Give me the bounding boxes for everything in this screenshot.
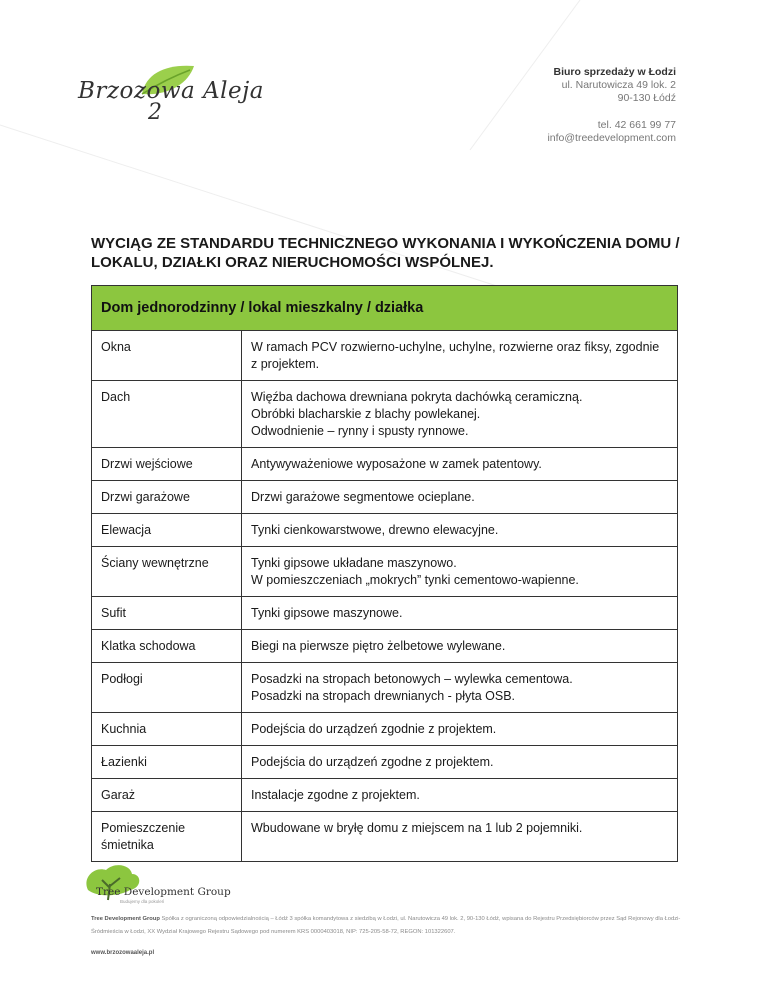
document-title: WYCIĄG ZE STANDARDU TECHNICZNEGO WYKONANIA I WYKOŃCZENIA DOMU / LOKALU, DZIAŁKI ORAZ NIERUCHOMOŚCI WSPÓLNEJ. xyxy=(91,235,680,271)
row-description xyxy=(242,630,678,663)
footer-company-name: Tree Development Group xyxy=(91,916,160,922)
description-line: Obróbki blacharskie z blachy powlekanej. xyxy=(251,407,481,421)
row-label: Kuchnia xyxy=(92,713,242,746)
office-phone: tel. 42 661 99 77 xyxy=(597,119,676,131)
row-label: Drzwi wejściowe xyxy=(92,448,242,481)
description-line: Podejścia do urządzeń zgodne z projektem. xyxy=(251,755,494,769)
row-description xyxy=(242,597,678,630)
description-line: Tynki gipsowe maszynowe. xyxy=(251,606,403,620)
footer-brand-tagline: Budujemy dla pokoleń xyxy=(120,899,165,904)
spec-table-body xyxy=(92,331,678,862)
row-description xyxy=(242,381,678,448)
table-row xyxy=(92,779,678,812)
row-label: Okna xyxy=(92,331,242,381)
footer-company-info xyxy=(91,913,691,939)
footer-company-details: Spółka z ograniczoną odpowiedzialnością – Łódź 3 spółka komandytowa z siedzibą w Łodzi, ul. Narutowicza 49 lok. 2, 90-130 Łódź, wpisana do Rejestru Przedsiębiorców przez Sąd Rejonowy dla Łodzi-Śródmieścia w Łodzi, XX Wydział Krajowego Rejestru Sądowego pod numerem KRS 0000403018, NIP: 725-205-58-72, REGON: 101322607. xyxy=(91,916,681,935)
logo-number: 2 xyxy=(148,100,162,125)
table-row xyxy=(92,381,678,448)
row-label: Elewacja xyxy=(92,514,242,547)
description-line: Antywyważeniowe wyposażone w zamek patentowy. xyxy=(251,457,542,471)
brzozowa-aleja-logo xyxy=(78,62,264,132)
row-description xyxy=(242,481,678,514)
row-description xyxy=(242,448,678,481)
spec-table xyxy=(91,285,678,862)
table-row xyxy=(92,713,678,746)
row-label: Garaż xyxy=(92,779,242,812)
table-row xyxy=(92,481,678,514)
table-row xyxy=(92,547,678,597)
row-description xyxy=(242,331,678,381)
row-label: Pomieszczenie śmietnika xyxy=(92,812,242,862)
table-row xyxy=(92,331,678,381)
footer-brand: Tree Development Group xyxy=(96,886,231,898)
table-row xyxy=(92,663,678,713)
row-label: Drzwi garażowe xyxy=(92,481,242,514)
footer-website[interactable]: www.brzozowaaleja.pl xyxy=(91,950,155,956)
table-row xyxy=(92,514,678,547)
office-address-line1: ul. Narutowicza 49 lok. 2 xyxy=(561,79,676,91)
row-label: Podłogi xyxy=(92,663,242,713)
row-label: Łazienki xyxy=(92,746,242,779)
row-description xyxy=(242,779,678,812)
row-label: Klatka schodowa xyxy=(92,630,242,663)
description-line: Wbudowane w bryłę domu z miejscem na 1 lub 2 pojemniki. xyxy=(251,821,583,835)
row-description xyxy=(242,663,678,713)
description-line: Biegi na pierwsze piętro żelbetowe wylewane. xyxy=(251,639,506,653)
table-row xyxy=(92,597,678,630)
row-description xyxy=(242,746,678,779)
table-heading: Dom jednorodzinny / lokal mieszkalny / działka xyxy=(92,286,678,331)
description-line: Podejścia do urządzeń zgodnie z projektem. xyxy=(251,722,497,736)
table-row xyxy=(92,630,678,663)
sales-office-info xyxy=(547,66,676,145)
row-label: Ściany wewnętrzne xyxy=(92,547,242,597)
office-address-line2: 90-130 Łódź xyxy=(617,92,676,104)
description-line: Tynki gipsowe układane maszynowo. xyxy=(251,556,457,570)
description-line: Więźba dachowa drewniana pokryta dachówką ceramiczną. xyxy=(251,390,583,404)
table-row xyxy=(92,812,678,862)
row-description xyxy=(242,713,678,746)
description-line: Drzwi garażowe segmentowe ocieplane. xyxy=(251,490,475,504)
office-email[interactable]: info@treedevelopment.com xyxy=(547,132,676,144)
office-heading: Biuro sprzedaży w Łodzi xyxy=(553,66,676,78)
description-line: Posadzki na stropach drewnianych - płyta OSB. xyxy=(251,689,516,703)
description-line: W ramach PCV rozwierno-uchylne, uchylne, rozwierne oraz fiksy, zgodnie z projektem. xyxy=(251,340,660,371)
row-description xyxy=(242,547,678,597)
description-line: Instalacje zgodne z projektem. xyxy=(251,788,420,802)
table-row xyxy=(92,746,678,779)
description-line: W pomieszczeniach „mokrych” tynki cementowo-wapienne. xyxy=(251,573,579,587)
row-description xyxy=(242,812,678,862)
table-row xyxy=(92,448,678,481)
description-line: Posadzki na stropach betonowych – wylewka cementowa. xyxy=(251,672,573,686)
logo-text: Brzozowa Aleja xyxy=(78,78,264,104)
row-label: Dach xyxy=(92,381,242,448)
description-line: Tynki cienkowarstwowe, drewno elewacyjne. xyxy=(251,523,499,537)
description-line: Odwodnienie – rynny i spusty rynnowe. xyxy=(251,424,469,438)
row-label: Sufit xyxy=(92,597,242,630)
row-description xyxy=(242,514,678,547)
